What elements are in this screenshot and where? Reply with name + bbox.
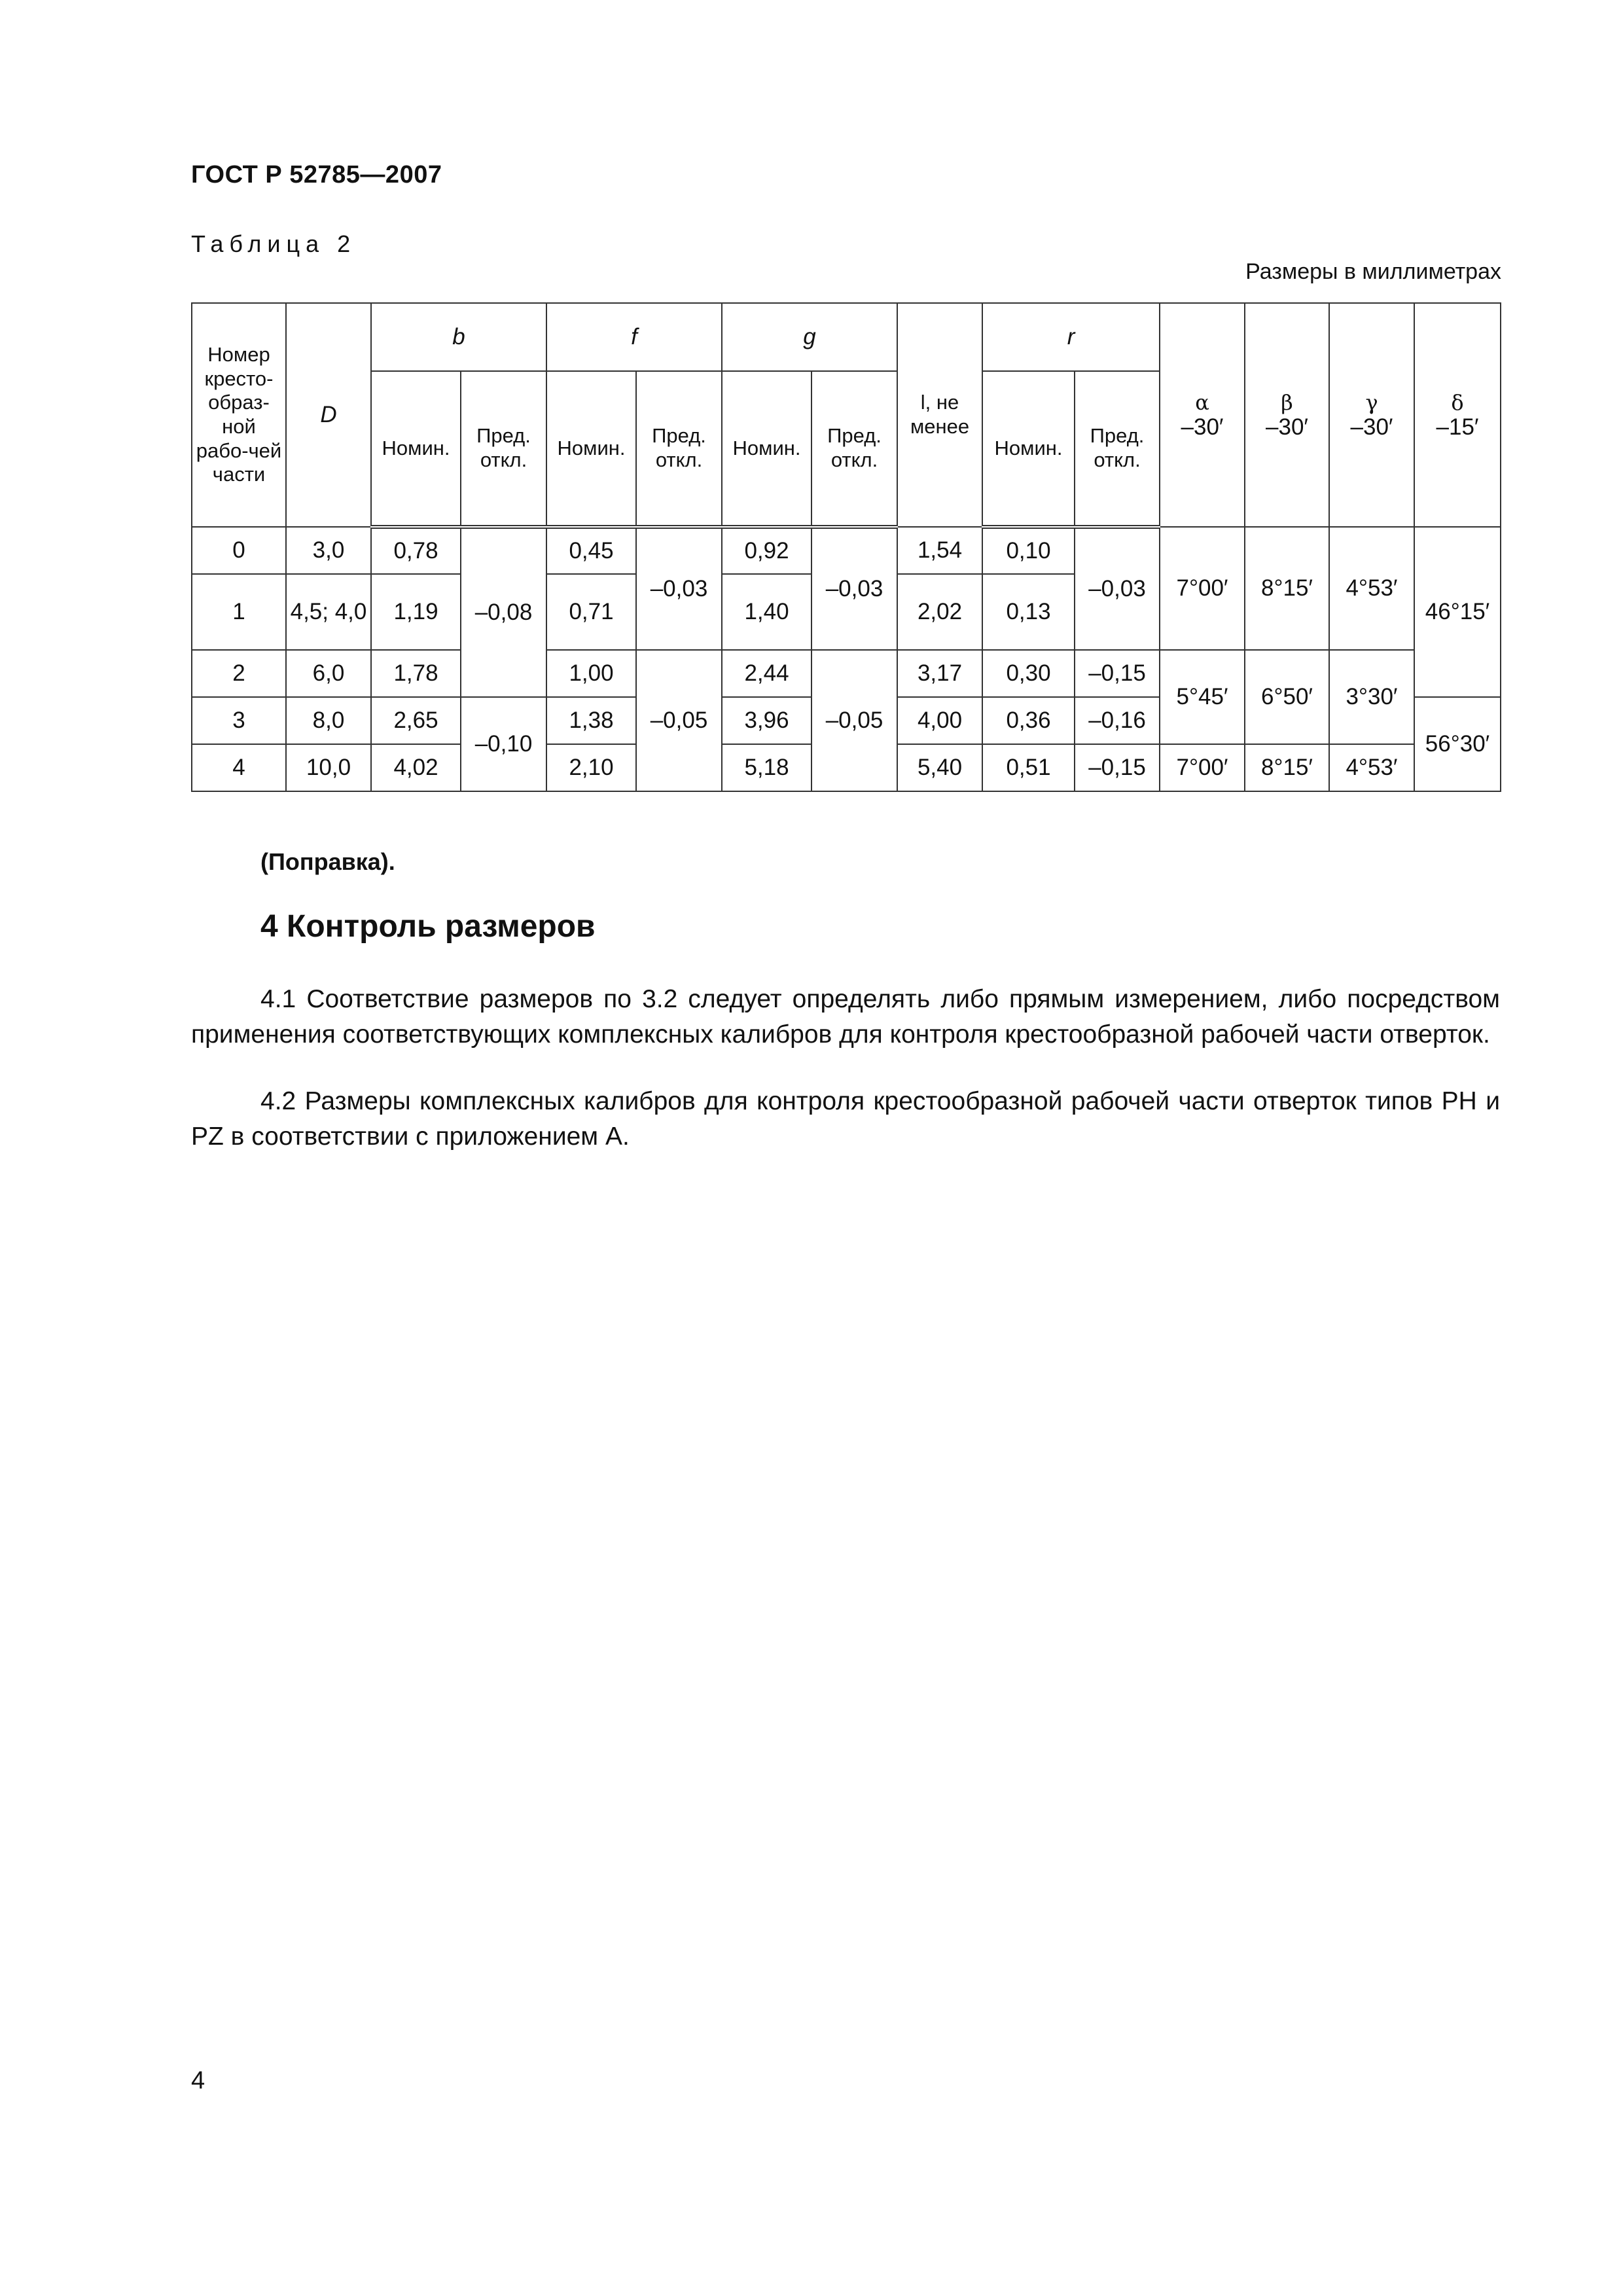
cell-g-tol: –0,05: [812, 650, 897, 791]
cell-l: 4,00: [897, 697, 982, 744]
cell-g-nomin: 3,96: [722, 697, 812, 744]
cell-gamma: 4°53′: [1329, 527, 1414, 650]
table-row: [192, 527, 1501, 574]
cell-g-nomin: 0,92: [722, 527, 812, 574]
cell-f-nomin: 1,00: [546, 650, 636, 697]
cell-number: 4: [192, 744, 286, 791]
cell-r-tol: –0,15: [1075, 650, 1160, 697]
cell-g-tol: –0,03: [812, 527, 897, 650]
cell-l: 2,02: [897, 574, 982, 650]
header-r: r: [982, 303, 1160, 371]
header-b: b: [371, 303, 546, 371]
cell-D: 4,5; 4,0: [286, 574, 371, 650]
cell-l: 5,40: [897, 744, 982, 791]
cell-r-tol: –0,16: [1075, 697, 1160, 744]
header-delta: [1414, 303, 1501, 527]
cell-alpha: 5°45′: [1160, 650, 1245, 744]
header-b-nomin: Номин.: [371, 371, 461, 527]
cell-alpha: 7°00′: [1160, 744, 1245, 791]
header-D: D: [286, 303, 371, 527]
header-g-nomin: Номин.: [722, 371, 812, 527]
cell-b-tol: –0,08: [461, 527, 546, 697]
gamma-symbol: γ: [1365, 390, 1378, 416]
section-heading: 4 Контроль размеров: [260, 909, 596, 944]
cell-b-nomin: 2,65: [371, 697, 461, 744]
cell-r-tol: –0,03: [1075, 527, 1160, 650]
cell-r-nomin: 0,10: [982, 527, 1075, 574]
cell-f-tol: –0,03: [636, 527, 722, 650]
delta-symbol: δ: [1451, 390, 1464, 416]
cell-f-nomin: 2,10: [546, 744, 636, 791]
header-r-pred: Пред. откл.: [1075, 371, 1160, 527]
cell-number: 3: [192, 697, 286, 744]
header-f-pred: Пред. откл.: [636, 371, 722, 527]
cell-r-nomin: 0,36: [982, 697, 1075, 744]
header-alpha: [1160, 303, 1245, 527]
cell-D: 3,0: [286, 527, 371, 574]
document-code: ГОСТ Р 52785—2007: [191, 161, 442, 188]
table-row: [192, 650, 1501, 697]
alpha-symbol: α: [1195, 390, 1209, 416]
cell-l: 1,54: [897, 527, 982, 574]
cell-beta: 8°15′: [1245, 744, 1329, 791]
header-b-pred: Пред. откл.: [461, 371, 546, 527]
header-r-nomin: Номин.: [982, 371, 1075, 527]
cell-b-tol: –0,10: [461, 697, 546, 791]
cell-b-nomin: 0,78: [371, 527, 461, 574]
header-beta: [1245, 303, 1329, 527]
header-l: l, не менее: [897, 303, 982, 527]
paragraph-4-1: 4.1 Соответствие размеров по 3.2 следует определять либо прямым измерением, либо посредством применения соответствующих комплексных калибров для контроля крестообразной рабочей части отверток.: [191, 985, 1500, 1049]
table-title: Таблица 2: [191, 230, 357, 257]
cell-beta: 8°15′: [1245, 527, 1329, 650]
cell-f-nomin: 0,45: [546, 527, 636, 574]
beta-tolerance: –30′: [1266, 414, 1308, 440]
header-number-cell: Номер кресто-образ-ной рабо-чей части: [192, 303, 286, 527]
cell-D: 6,0: [286, 650, 371, 697]
header-g-pred: Пред. откл.: [812, 371, 897, 527]
cell-f-nomin: 1,38: [546, 697, 636, 744]
cell-b-nomin: 1,19: [371, 574, 461, 650]
beta-symbol: β: [1281, 390, 1293, 416]
cell-number: 1: [192, 574, 286, 650]
cell-f-nomin: 0,71: [546, 574, 636, 650]
header-f-nomin: Номин.: [546, 371, 636, 527]
units-note: Размеры в миллиметрах: [1245, 259, 1501, 284]
cell-g-nomin: 2,44: [722, 650, 812, 697]
cell-r-nomin: 0,51: [982, 744, 1075, 791]
cell-g-nomin: 5,18: [722, 744, 812, 791]
header-g: g: [722, 303, 897, 371]
amendment-note: (Поправка).: [260, 848, 395, 875]
header-f: f: [546, 303, 722, 371]
cell-D: 10,0: [286, 744, 371, 791]
cell-b-nomin: 4,02: [371, 744, 461, 791]
header-gamma: [1329, 303, 1414, 527]
cell-r-tol: –0,15: [1075, 744, 1160, 791]
cell-f-tol: –0,05: [636, 650, 722, 791]
paragraph-4-2: 4.2 Размеры комплексных калибров для контроля крестообразной рабочей части отверток типов PH и PZ в соответствии с приложением А.: [191, 1087, 1500, 1151]
cell-r-nomin: 0,13: [982, 574, 1075, 650]
cell-g-nomin: 1,40: [722, 574, 812, 650]
cell-number: 2: [192, 650, 286, 697]
gamma-tolerance: –30′: [1350, 414, 1393, 440]
cell-gamma: 3°30′: [1329, 650, 1414, 744]
cell-gamma: 4°53′: [1329, 744, 1414, 791]
delta-tolerance: –15′: [1436, 414, 1479, 440]
cell-D: 8,0: [286, 697, 371, 744]
cell-alpha: 7°00′: [1160, 527, 1245, 650]
cell-beta: 6°50′: [1245, 650, 1329, 744]
cell-l: 3,17: [897, 650, 982, 697]
alpha-tolerance: –30′: [1181, 414, 1224, 440]
cell-b-nomin: 1,78: [371, 650, 461, 697]
cell-number: 0: [192, 527, 286, 574]
cell-r-nomin: 0,30: [982, 650, 1075, 697]
page-number: 4: [191, 2067, 205, 2094]
dimensions-table: [191, 302, 1501, 792]
cell-delta: 56°30′: [1414, 697, 1501, 791]
cell-delta: 46°15′: [1414, 527, 1501, 697]
